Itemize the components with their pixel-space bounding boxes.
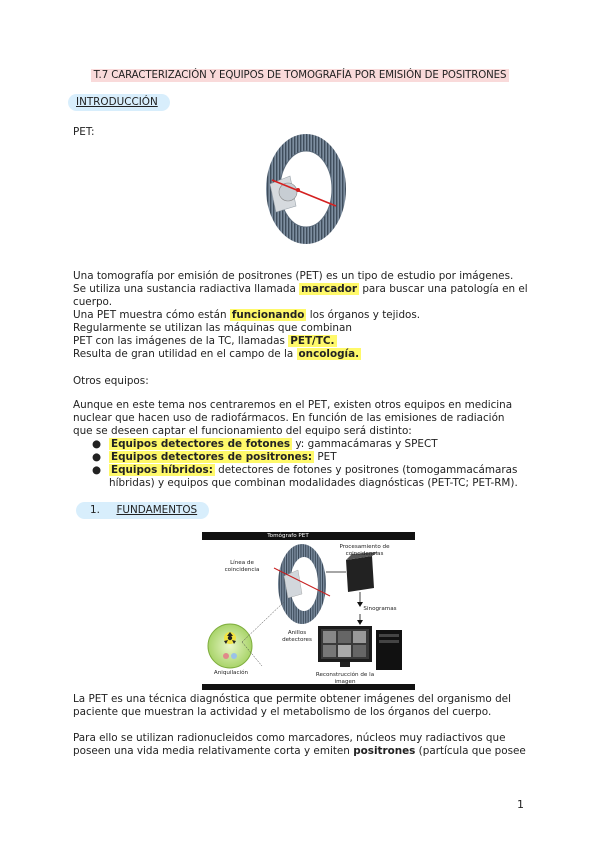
otros-paragraph	[73, 399, 543, 438]
list-item-text: detectores de fotones y positrones (tomogammacámaras	[214, 464, 518, 476]
list-item-bold: Equipos detectores de fotones	[111, 438, 291, 450]
fund-line-1: La PET es una técnica diagnóstica que permite obtener imágenes del organismo del	[73, 693, 511, 705]
document-title	[0, 70, 600, 81]
intro-paragraph	[73, 270, 543, 361]
figure-label-sinogramas: Sinogramas	[363, 606, 397, 612]
figure-label-linea: Línea de coincidencia	[224, 560, 260, 573]
figure-label-reconstruccion: Reconstrucción de la imagen	[315, 672, 375, 685]
fund-line-3: Para ello se utilizan radionucleidos como marcadores, núcleos muy radiactivos que	[73, 732, 506, 744]
fund-line-2: paciente que muestran la actividad y el metabolismo de los órganos del cuerpo.	[73, 706, 492, 718]
section-number: 1.	[90, 504, 100, 516]
pet-diagram-figure	[202, 532, 415, 690]
highlight-pet-tc: PET/TC.	[290, 335, 335, 347]
list-item-text: PET	[314, 451, 337, 463]
bullet-icon: ●	[92, 464, 102, 476]
list-item-text: y: gammacámaras y SPECT	[292, 438, 438, 450]
list-item	[73, 438, 543, 451]
intro-line-2-end: para buscar una patología en el	[359, 283, 528, 295]
fund-line-4	[73, 745, 543, 758]
figure-label-aniquilacion: Aniquilación	[213, 670, 249, 676]
list-item	[73, 464, 543, 490]
intro-line-7-start: Resulta de gran utilidad en el campo de la	[73, 348, 297, 360]
list-item	[73, 451, 543, 464]
intro-line-6-start: PET con las imágenes de la TC, llamadas	[73, 335, 289, 347]
highlight-oncologia: oncología.	[298, 348, 360, 360]
section-heading-pill	[76, 502, 209, 519]
bullet-icon: ●	[92, 451, 102, 463]
intro-line-3: cuerpo.	[73, 296, 113, 308]
section-title: FUNDAMENTOS	[116, 504, 198, 516]
page-number: 1	[517, 798, 524, 811]
otros-line-3: que se deseen captar el funcionamiento del equipo será distinto:	[73, 425, 412, 437]
fund-line-4-start: poseen una vida media relativamente corta y emiten	[73, 745, 354, 757]
figure-label-anillos: Anillos detectores	[282, 630, 312, 643]
figure-label-tomografo: Tomógrafo PET	[267, 533, 309, 539]
otros-line-1: Aunque en este tema nos centraremos en el PET, existen otros equipos en medicina	[73, 399, 513, 411]
highlight-funcionando: funcionando	[231, 309, 305, 321]
intro-line-7	[73, 348, 543, 361]
bullet-icon: ●	[92, 438, 102, 450]
intro-line-2	[73, 283, 543, 296]
intro-line-4	[73, 309, 543, 322]
section-heading-fundamentos	[76, 504, 209, 516]
pet-label: PET:	[73, 126, 95, 138]
otros-equipos-label: Otros equipos:	[73, 375, 149, 387]
intro-line-4-start: Una PET muestra cómo están	[73, 309, 230, 321]
fund-line-4-end: (partícula que posee	[415, 745, 526, 757]
intro-line-1: Una tomografía por emisión de positrones (PET) es un tipo de estudio por imágenes.	[73, 270, 514, 282]
equipment-list	[73, 438, 543, 490]
fundamentos-paragraph-2	[73, 732, 543, 758]
intro-line-6	[73, 335, 543, 348]
intro-line-5: Regularmente se utilizan las máquinas que combinan	[73, 322, 352, 334]
bold-positrones: positrones	[353, 745, 416, 757]
intro-line-4-end: los órganos y tejidos.	[306, 309, 421, 321]
otros-line-2: nuclear que hacen uso de radiofármacos. En función de las emisiones de radiación	[73, 412, 505, 424]
highlight-marcador: marcador	[301, 283, 358, 295]
figure-label-procesamiento: Procesamiento de coincidencias	[339, 544, 390, 557]
document-title-text: T.7 CARACTERIZACIÓN Y EQUIPOS DE TOMOGRAFÍA POR EMISIÓN DE POSITRONES	[91, 69, 510, 82]
pet-scanner-image	[258, 132, 348, 246]
intro-heading-label: INTRODUCCIÓN	[68, 94, 170, 111]
list-item-text-cont: híbridas) y equipos que combinan modalidades diagnósticas (PET-TC; PET-RM).	[109, 477, 518, 489]
list-item-bold: Equipos detectores de positrones:	[111, 451, 313, 463]
intro-line-2-start: Se utiliza una sustancia radiactiva llamada	[73, 283, 300, 295]
intro-heading	[68, 96, 170, 108]
fundamentos-paragraph-1	[73, 693, 543, 719]
list-item-bold: Equipos híbridos:	[111, 464, 213, 476]
